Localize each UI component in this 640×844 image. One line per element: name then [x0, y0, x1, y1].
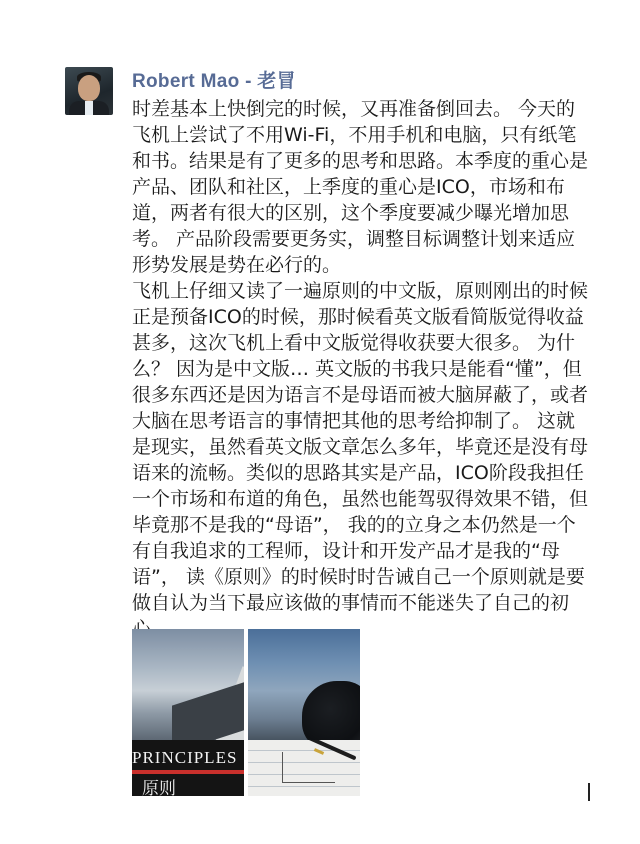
photo-airplane-wing[interactable]	[132, 629, 244, 741]
book-title-en: PRINCIPLES	[132, 748, 238, 767]
photo-principles-book[interactable]	[132, 740, 244, 796]
author-name[interactable]: Robert Mao - 老冒	[132, 71, 296, 92]
photo-notebook-pen[interactable]	[248, 740, 360, 796]
post-paragraph-1: 时差基本上快倒完的时候，又再准备倒回去。 今天的飞机上尝试了不用Wi-Fi，不用手机和电脑，只有纸笔和书。结果是有了更多的思考和思路。本季度的重心是产品、团队和社区，上季度的重心是ICO，市场和布道，两者有很大的区别，这个季度要减少曝光增加思考。 产品阶段需要更务实，调整目标调整计划来适应形势发展是势在必行的。	[132, 98, 589, 276]
ruled-line	[248, 786, 360, 787]
post-content	[132, 96, 594, 642]
author-avatar[interactable]	[65, 67, 113, 115]
post-paragraph-2: 飞机上仔细又读了一遍原则的中文版，原则刚出的时候正是预备ICO的时候，那时候看英文版看简版觉得收益甚多，这次飞机上看中文版觉得收获要大很多。 为什么？ 因为是中文版… 英文版的书我只是能看“懂”，但很多东西还是因为语言不是母语而被大脑屏蔽了，或者大脑在思考语言的事情把其他的思考给抑制了。 这就是现实，虽然看英文版文章怎么多年，毕竟还是没有母语来的流畅。类似的思路其实是产品，ICO阶段我担任一个市场和布道的角色，虽然也能驾驭得效果不错，但毕竟那不是我的“母语”， 我的的立身之本仍然是一个有自我追求的工程师，设计和开发产品才是我的“母语”， 读《原则》的时候时时告诫自己一个原则就是要做自认为当下最应该做的事情而不能迷失了自己的初	[132, 280, 589, 614]
avatar-face	[78, 75, 100, 101]
text-cursor	[588, 783, 590, 801]
avatar-shirt	[85, 101, 93, 115]
engine-shape	[302, 681, 360, 741]
photo-airplane-engine[interactable]	[248, 629, 360, 741]
book-title-cn: 原则	[142, 779, 176, 796]
pen-sketch	[282, 752, 335, 783]
wing-shape	[172, 676, 244, 741]
